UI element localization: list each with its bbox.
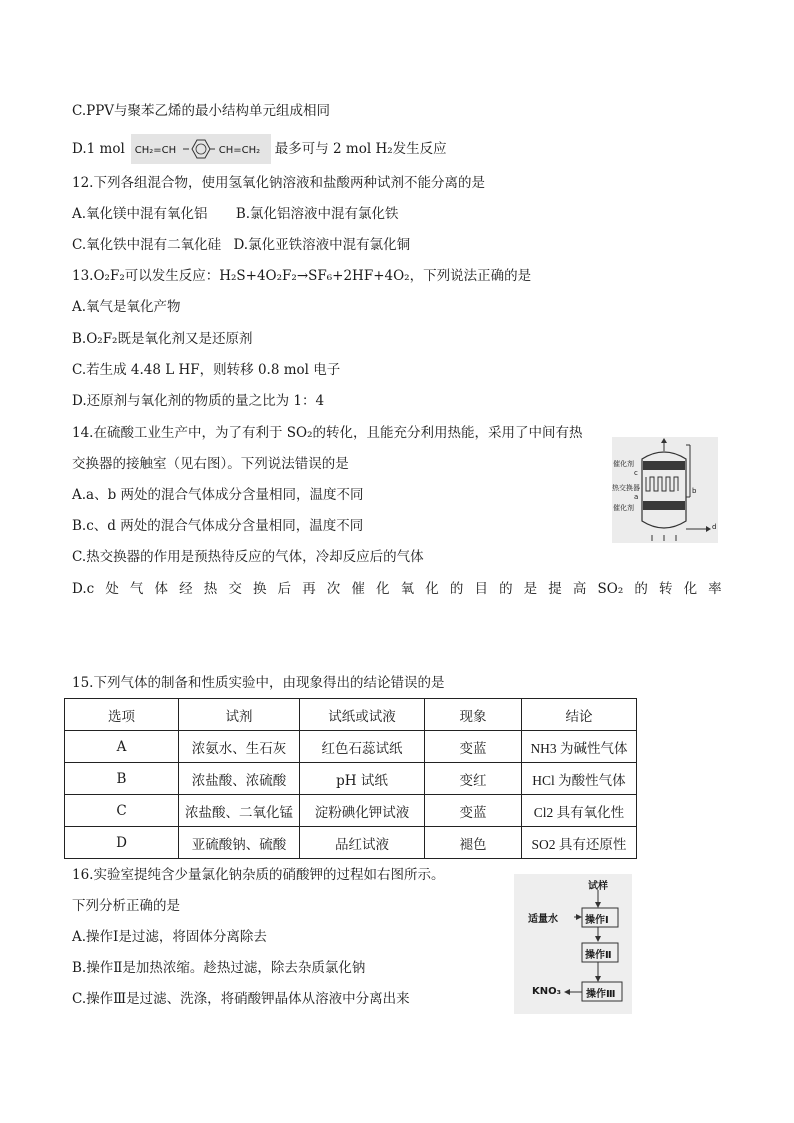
table-cell: 淀粉碘化钾试液 — [300, 795, 425, 827]
q11-option-d — [72, 134, 447, 164]
table-header-cell: 现象 — [425, 699, 522, 731]
table-cell: 浓氨水、生石灰 — [179, 731, 300, 763]
table-cell: D — [65, 827, 179, 859]
flow-op2: 操作Ⅱ — [585, 950, 612, 961]
table-row — [65, 827, 637, 859]
table-cell: A — [65, 731, 179, 763]
q14-option-d-char: 经 — [179, 581, 193, 597]
q14-option-d-char: D.c — [72, 581, 95, 597]
q11-option-d-prefix: D.1 mol — [72, 141, 125, 157]
table-cell: NH3 为碱性气体 — [522, 731, 637, 763]
q14-option-d-char: 催 — [351, 581, 365, 597]
table-cell: pH 试纸 — [300, 763, 425, 795]
q14-option-d-char: 再 — [302, 581, 316, 597]
q14-option-d-char: 提 — [548, 581, 562, 597]
q14-option-d-char: 化 — [376, 581, 390, 597]
q14-option-d-char: 率 — [708, 581, 722, 597]
label-a: a — [634, 493, 639, 501]
q14-option-b: B.c、d 两处的混合气体成分含量相同，温度不同 — [72, 518, 364, 534]
table-header-row — [65, 699, 637, 731]
q14-option-a: A.a、b 两处的混合气体成分含量相同，温度不同 — [72, 487, 364, 503]
q15-stem: 15.下列气体的制备和性质实验中，由现象得出的结论错误的是 — [72, 675, 445, 691]
q14-option-d-char: 热 — [203, 581, 218, 597]
q12-options-ab — [72, 205, 399, 223]
q14-option-d-char: 的 — [499, 581, 513, 597]
flow-op3: 操作Ⅲ — [586, 989, 616, 1000]
q16-stem-line2: 下列分析正确的是 — [72, 898, 180, 914]
q14-option-d-char: 换 — [252, 581, 267, 597]
table-cell: 褪色 — [425, 827, 522, 859]
q14-option-d-char: 后 — [277, 581, 292, 597]
q14-option-d-char: 次 — [326, 581, 341, 597]
q14-option-d-char: 体 — [154, 581, 169, 597]
q14-option-d-char: 交 — [228, 581, 242, 597]
q16-option-a: A.操作Ⅰ是过滤，将固体分离除去 — [72, 929, 267, 945]
q16-option-c: C.操作Ⅲ是过滤、洗涤，将硝酸钾晶体从溶液中分离出来 — [72, 991, 410, 1007]
label-catalyst-bottom: 催化剂 — [613, 504, 634, 512]
table-header-cell: 选项 — [65, 699, 179, 731]
q12-option-a: A.氧化镁中混有氧化铝 — [72, 206, 208, 222]
label-c: c — [634, 469, 638, 477]
q15-table — [64, 698, 637, 859]
q14-option-d-char: 的 — [449, 581, 464, 597]
formula-left: CH₂=CH — [134, 145, 177, 156]
q14-option-d-char: 目 — [474, 581, 488, 597]
q12-options-cd — [72, 236, 410, 254]
table-cell: B — [65, 763, 179, 795]
q13-option-c: C.若生成 4.48 L HF，则转移 0.8 mol 电子 — [72, 362, 341, 378]
label-heat-exchanger: 热交换器 — [612, 484, 640, 492]
table-row — [65, 763, 637, 795]
table-row — [65, 731, 637, 763]
q14-option-d-char: 气 — [129, 581, 144, 597]
q12-option-c: C.氧化铁中混有二氧化硅 — [72, 237, 222, 253]
table-cell: 变蓝 — [425, 795, 522, 827]
flow-sample: 试样 — [588, 881, 608, 892]
table-cell: 红色石蕊试纸 — [300, 731, 425, 763]
q14-option-d-char: 氧 — [400, 581, 415, 597]
q14-option-d-char: 高 — [572, 581, 587, 597]
table-cell: 变蓝 — [425, 731, 522, 763]
q11-option-d-suffix: 最多可与 2 mol H₂发生反应 — [274, 141, 447, 157]
flow-water: 适量水 — [528, 914, 558, 925]
q14-option-d-char: 转 — [658, 581, 673, 597]
table-cell: 亚硫酸钠、硫酸 — [179, 827, 300, 859]
label-b: b — [692, 487, 697, 495]
table-cell: SO2 具有还原性 — [522, 827, 637, 859]
table-header-cell: 试纸或试液 — [300, 699, 425, 731]
q13-stem: 13.O₂F₂可以发生反应：H₂S+4O₂F₂→SF₆+2HF+4O₂，下列说法正确的是 — [72, 268, 532, 284]
q11-option-c: C.PPV与聚苯乙烯的最小结构单元组成相同 — [72, 103, 331, 119]
flow-product: KNO₃ — [532, 986, 561, 997]
q12-option-d: D.氯化亚铁溶液中混有氯化铜 — [233, 237, 411, 253]
q12-option-b: B.氯化铝溶液中混有氯化铁 — [235, 206, 399, 222]
q14-option-d — [72, 580, 722, 598]
table-header-cell: 试剂 — [179, 699, 300, 731]
table-row — [65, 795, 637, 827]
q14-option-c: C.热交换器的作用是预热待反应的气体，冷却反应后的气体 — [72, 549, 424, 565]
table-cell: 品红试液 — [300, 827, 425, 859]
contact-chamber-figure — [612, 437, 718, 543]
label-catalyst-top: 催化剂 — [613, 460, 634, 468]
formula-right: CH=CH₂ — [218, 145, 261, 156]
table-header-cell: 结论 — [522, 699, 637, 731]
q13-option-b: B.O₂F₂既是氧化剂又是还原剂 — [72, 331, 253, 347]
q14-option-d-char: 的 — [634, 581, 648, 597]
divinylbenzene-structure — [131, 134, 271, 164]
q14-option-d-char: SO₂ — [597, 581, 624, 597]
benzene-ring-icon — [183, 135, 215, 163]
purification-flowchart — [514, 874, 632, 1014]
q13-option-d: D.还原剂与氧化剂的物质的量之比为 1：4 — [72, 393, 325, 409]
table-cell: C — [65, 795, 179, 827]
table-cell: 变红 — [425, 763, 522, 795]
q16-stem-line1: 16.实验室提纯含少量氯化钠杂质的硝酸钾的过程如右图所示。 — [72, 867, 445, 883]
table-cell: 浓盐酸、二氧化锰 — [179, 795, 300, 827]
q14-option-d-char: 化 — [683, 581, 698, 597]
q16-option-b: B.操作Ⅱ是加热浓缩。趁热过滤，除去杂质氯化钠 — [72, 960, 366, 976]
label-d: d — [712, 523, 717, 531]
table-cell: Cl2 具有氧化性 — [522, 795, 637, 827]
q14-option-d-char: 化 — [425, 581, 439, 597]
q13-option-a: A.氧气是氧化产物 — [72, 299, 181, 315]
q14-stem-line1: 14.在硫酸工业生产中，为了有利于 SO₂的转化，且能充分利用热能，采用了中间有热 — [72, 425, 583, 441]
table-cell: HCl 为酸性气体 — [522, 763, 637, 795]
table-cell: 浓盐酸、浓硫酸 — [179, 763, 300, 795]
q14-option-d-char: 是 — [523, 581, 538, 597]
q12-stem: 12.下列各组混合物，使用氢氧化钠溶液和盐酸两种试剂不能分离的是 — [72, 175, 485, 191]
q14-option-d-char: 处 — [105, 581, 119, 597]
flow-op1: 操作Ⅰ — [585, 915, 609, 926]
q14-stem-line2: 交换器的接触室（见右图）。下列说法错误的是 — [72, 456, 349, 472]
